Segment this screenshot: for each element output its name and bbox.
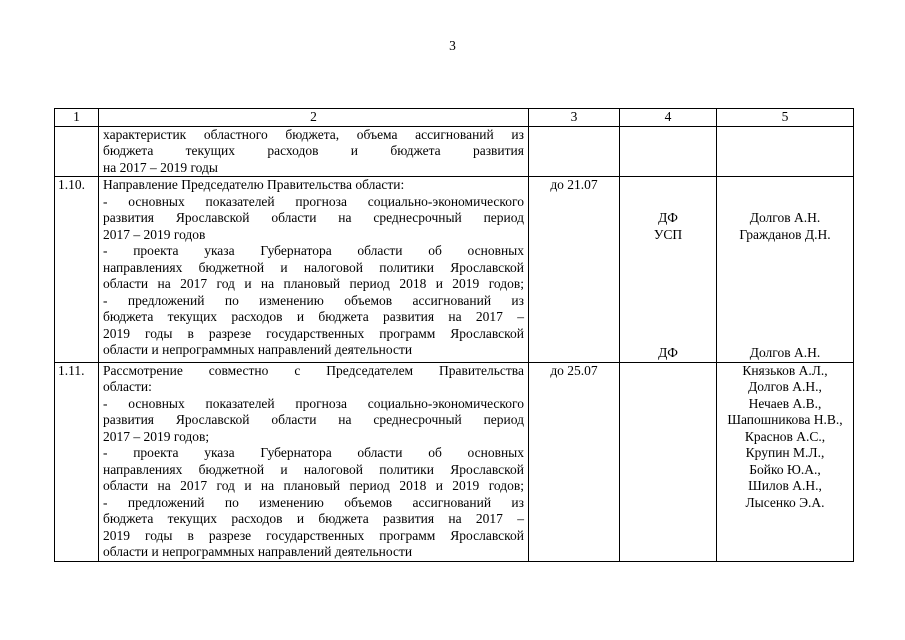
- table-row: [55, 362, 854, 561]
- description-line: на 2017 – 2019 годы: [103, 159, 218, 175]
- row-term: [529, 126, 620, 177]
- responsible-name: Шилов А.Н.,: [748, 478, 822, 493]
- description-line: бюджета текущих расходов и бюджета развития на 2017 –: [103, 309, 524, 324]
- executor-name: ДФ: [658, 345, 678, 360]
- description-line: - основных показателей прогноза социально-экономического: [103, 193, 524, 209]
- description-line: 2019 годы в разрезе государственных программ Ярославской: [103, 325, 524, 341]
- executor-name: ДФ: [658, 210, 678, 225]
- executor-name: УСП: [653, 226, 683, 242]
- description-line: развития Ярославской области на среднесрочный период: [103, 412, 524, 427]
- description-line: характеристик областного бюджета, объема ассигнований из: [103, 126, 524, 142]
- description-line: области:: [103, 379, 152, 394]
- responsible-name: Князьков А.Л.,: [742, 362, 828, 378]
- table-header-row: [55, 109, 854, 127]
- row-executor: [620, 126, 717, 177]
- header-cell: 4: [620, 109, 717, 127]
- description-line: - проекта указа Губернатора области об основных: [103, 243, 524, 258]
- description-line: бюджета текущих расходов и бюджета развития на 2017 –: [103, 511, 524, 526]
- row-number: 1.10.: [55, 177, 99, 363]
- description-line: Направление Председателю Правительства области:: [103, 177, 405, 192]
- responsible-name: Долгов А.Н.: [749, 345, 821, 360]
- row-description: [99, 362, 529, 561]
- header-cell: 1: [55, 109, 99, 127]
- description-line: развития Ярославской области на среднесрочный период: [103, 210, 524, 225]
- description-line: области и непрограммных направлений деятельности: [103, 342, 413, 357]
- description-line: - предложений по изменению объемов ассигнований из: [103, 292, 524, 308]
- description-line: области на 2017 год и на плановый период 2018 и 2019 годов;: [103, 478, 524, 493]
- row-executor: [620, 177, 717, 363]
- row-number: [55, 126, 99, 177]
- responsible-name: Долгов А.Н.,: [748, 379, 822, 394]
- responsible-name: Крупин М.Л.,: [745, 445, 825, 460]
- description-line: области на 2017 год и на плановый период 2018 и 2019 годов;: [103, 276, 524, 291]
- description-line: направлениях бюджетной и налоговой политики Ярославской: [103, 461, 524, 477]
- row-description: [99, 177, 529, 363]
- header-cell: 3: [529, 109, 620, 127]
- row-responsible: [717, 126, 854, 177]
- description-line: 2019 годы в разрезе государственных программ Ярославской: [103, 527, 524, 543]
- description-line: 2017 – 2019 годов;: [103, 428, 210, 444]
- responsible-name: Краснов А.С.,: [744, 428, 826, 444]
- responsible-name: Лысенко Э.А.: [745, 494, 825, 510]
- table-row: [55, 126, 854, 177]
- page-number: 3: [449, 38, 456, 53]
- responsible-name: Гражданов Д.Н.: [739, 226, 831, 242]
- description-line: - основных показателей прогноза социально-экономического: [103, 395, 524, 411]
- row-term: до 21.07: [529, 177, 620, 363]
- row-number: 1.11.: [55, 362, 99, 561]
- description-line: 2017 – 2019 годов: [103, 226, 206, 242]
- responsible-name: Шапошникова Н.В.,: [727, 412, 843, 427]
- responsible-name: Долгов А.Н.: [749, 210, 821, 225]
- responsible-name: Бойко Ю.А.,: [749, 461, 821, 477]
- description-line: направлениях бюджетной и налоговой политики Ярославской: [103, 259, 524, 275]
- plan-table: [54, 108, 854, 562]
- header-cell: 5: [717, 109, 854, 127]
- responsible-name: Нечаев А.В.,: [748, 395, 822, 411]
- row-executor: [620, 362, 717, 561]
- row-responsible: [717, 362, 854, 561]
- header-cell: 2: [99, 109, 529, 127]
- row-description: [99, 126, 529, 177]
- description-line: - предложений по изменению объемов ассигнований из: [103, 494, 524, 510]
- description-line: - проекта указа Губернатора области об основных: [103, 445, 524, 460]
- description-line: бюджета текущих расходов и бюджета развития: [103, 143, 524, 158]
- description-line: области и непрограммных направлений деятельности: [103, 544, 413, 559]
- row-responsible: [717, 177, 854, 363]
- table-row: [55, 177, 854, 363]
- row-term: до 25.07: [529, 362, 620, 561]
- description-line: Рассмотрение совместно с Председателем Правительства: [103, 362, 524, 378]
